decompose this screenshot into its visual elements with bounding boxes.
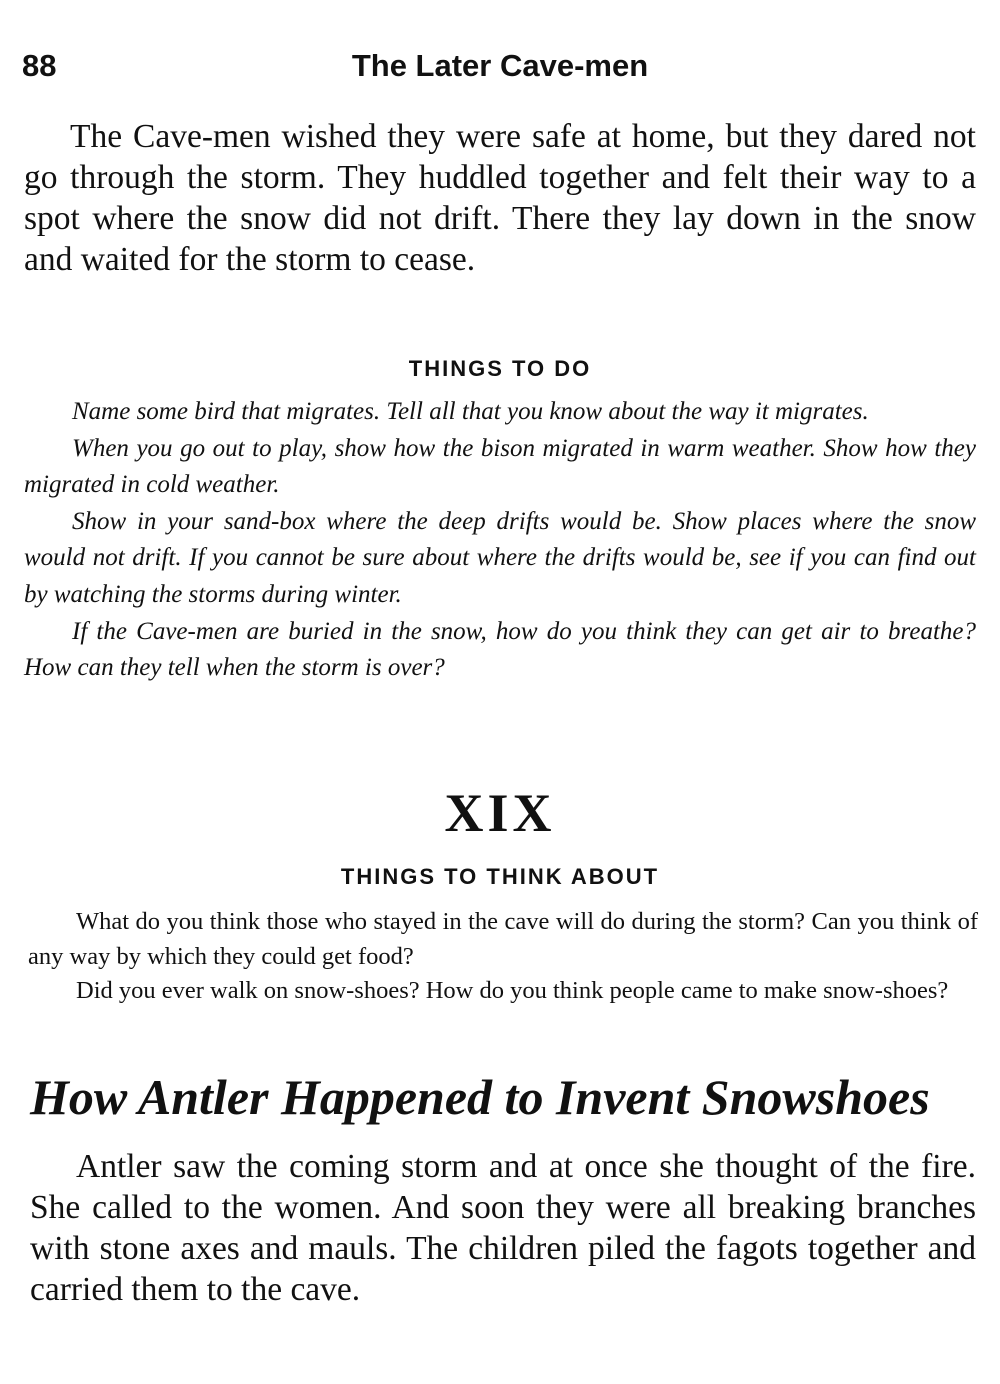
running-title: The Later Cave-men bbox=[351, 48, 649, 83]
page-header bbox=[22, 48, 978, 92]
things-to-do-list bbox=[24, 394, 976, 687]
story-paragraph: Antler saw the coming storm and at once she thought of the fire. She called to the women. And soon they were all breaking branches with stone axes and mauls. The children piled the fagots together and carried them to the cave. bbox=[30, 1148, 976, 1308]
things-to-do-item: Name some bird that migrates. Tell all that you know about the way it migrates. bbox=[72, 398, 869, 425]
things-to-do-item: Show in your sand-box where the deep drifts would be. Show places where the snow would not drift. If you cannot be sure about where the drifts would be, see if you can find out by watching the storms during winter. bbox=[24, 507, 976, 608]
story-body bbox=[30, 1146, 976, 1310]
chapter-number: XIX bbox=[444, 783, 556, 843]
intro-paragraph: The Cave-men wished they were safe at home, but they dared not go through the storm. They huddled together and felt their way to a spot where the snow did not drift. There they lay down in the snow and waited for the storm to cease. bbox=[24, 118, 976, 278]
think-about-item: Did you ever walk on snow-shoes? How do you think people came to make snow-shoes? bbox=[76, 977, 949, 1004]
story-title: How Antler Happened to Invent Snowshoes bbox=[30, 1069, 930, 1125]
things-to-think-about-heading: THINGS TO THINK ABOUT bbox=[340, 864, 660, 889]
intro-paragraph-block bbox=[24, 116, 976, 280]
things-to-do-heading: THINGS TO DO bbox=[408, 356, 592, 381]
things-to-do-item: When you go out to play, show how the bison migrated in warm weather. Show how they migrated in cold weather. bbox=[24, 434, 976, 499]
page-number: 88 bbox=[22, 48, 57, 83]
things-to-think-about-list bbox=[28, 905, 978, 1009]
think-about-item: What do you think those who stayed in the cave will do during the storm? Can you think of any way by which they could get food? bbox=[28, 908, 978, 970]
things-to-do-item: If the Cave-men are buried in the snow, how do you think they can get air to breathe? How can they tell when the storm is over? bbox=[24, 617, 976, 682]
